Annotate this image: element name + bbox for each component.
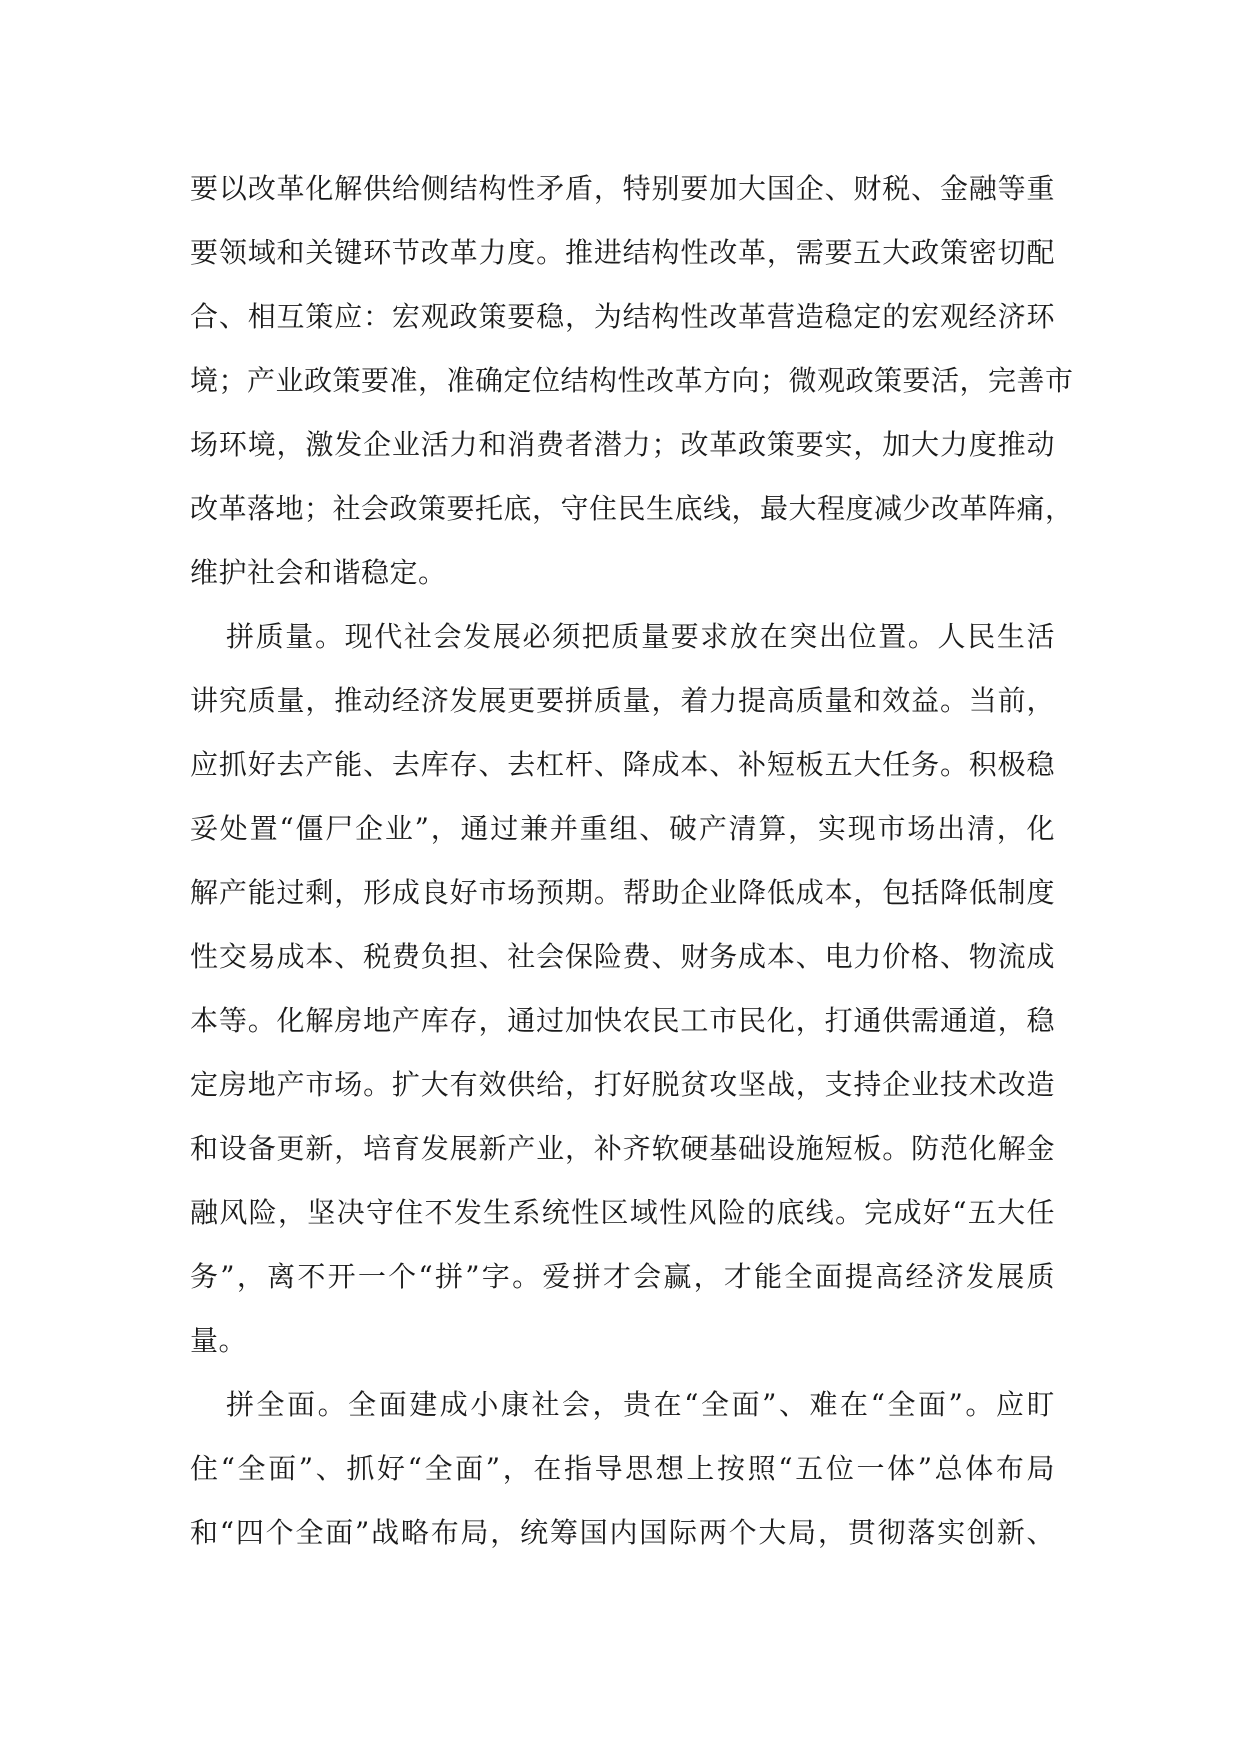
paragraph-2-line-4: 妥处置“僵尸企业”，通过兼并重组、破产清算，实现市场出清，化 <box>190 812 1055 845</box>
paragraph-2-line-11: 务”，离不开一个“拼”字。爱拼才会赢，才能全面提高经济发展质 <box>190 1260 1055 1293</box>
paragraph-1-line-5: 场环境，激发企业活力和消费者潜力；改革政策要实，加大力度推动 <box>190 428 1055 461</box>
paragraph-3-line-1: 拼全面。全面建成小康社会，贵在“全面”、难在“全面”。应盯 <box>226 1388 1055 1421</box>
paragraph-2-line-12: 量。 <box>190 1324 248 1357</box>
paragraph-1-line-3: 合、相互策应：宏观政策要稳，为结构性改革营造稳定的宏观经济环 <box>190 300 1055 333</box>
paragraph-1-line-1: 要以改革化解供给侧结构性矛盾，特别要加大国企、财税、金融等重 <box>190 172 1055 205</box>
paragraph-2-line-7: 本等。化解房地产库存，通过加快农民工市民化，打通供需通道，稳 <box>190 1004 1055 1037</box>
paragraph-1-line-6: 改革落地；社会政策要托底，守住民生底线，最大程度减少改革阵痛， <box>190 492 1074 525</box>
paragraph-1-line-7: 维护社会和谐稳定。 <box>190 556 447 589</box>
paragraph-2-line-1: 拼质量。现代社会发展必须把质量要求放在突出位置。人民生活 <box>226 620 1055 653</box>
paragraph-2-line-10: 融风险，坚决守住不发生系统性区域性风险的底线。完成好“五大任 <box>190 1196 1055 1229</box>
body-text <box>190 157 1074 1565</box>
paragraph-2-line-3: 应抓好去产能、去库存、去杠杆、降成本、补短板五大任务。积极稳 <box>190 748 1055 781</box>
paragraph-3-line-3: 和“四个全面”战略布局，统筹国内国际两个大局，贯彻落实创新、 <box>190 1516 1055 1549</box>
paragraph-2-line-2: 讲究质量，推动经济发展更要拼质量，着力提高质量和效益。当前， <box>190 684 1055 717</box>
paragraph-2-line-8: 定房地产市场。扩大有效供给，打好脱贫攻坚战，支持企业技术改造 <box>190 1068 1055 1101</box>
paragraph-3-line-2: 住“全面”、抓好“全面”，在指导思想上按照“五位一体”总体布局 <box>190 1452 1055 1485</box>
paragraph-2-line-5: 解产能过剩，形成良好市场预期。帮助企业降低成本，包括降低制度 <box>190 876 1055 909</box>
paragraph-2-line-9: 和设备更新，培育发展新产业，补齐软硬基础设施短板。防范化解金 <box>190 1132 1055 1165</box>
paragraph-2-line-6: 性交易成本、税费负担、社会保险费、财务成本、电力价格、物流成 <box>190 940 1055 973</box>
paragraph-1-line-2: 要领域和关键环节改革力度。推进结构性改革，需要五大政策密切配 <box>190 236 1055 269</box>
paragraph-1-line-4: 境；产业政策要准，准确定位结构性改革方向；微观政策要活，完善市 <box>190 364 1074 397</box>
